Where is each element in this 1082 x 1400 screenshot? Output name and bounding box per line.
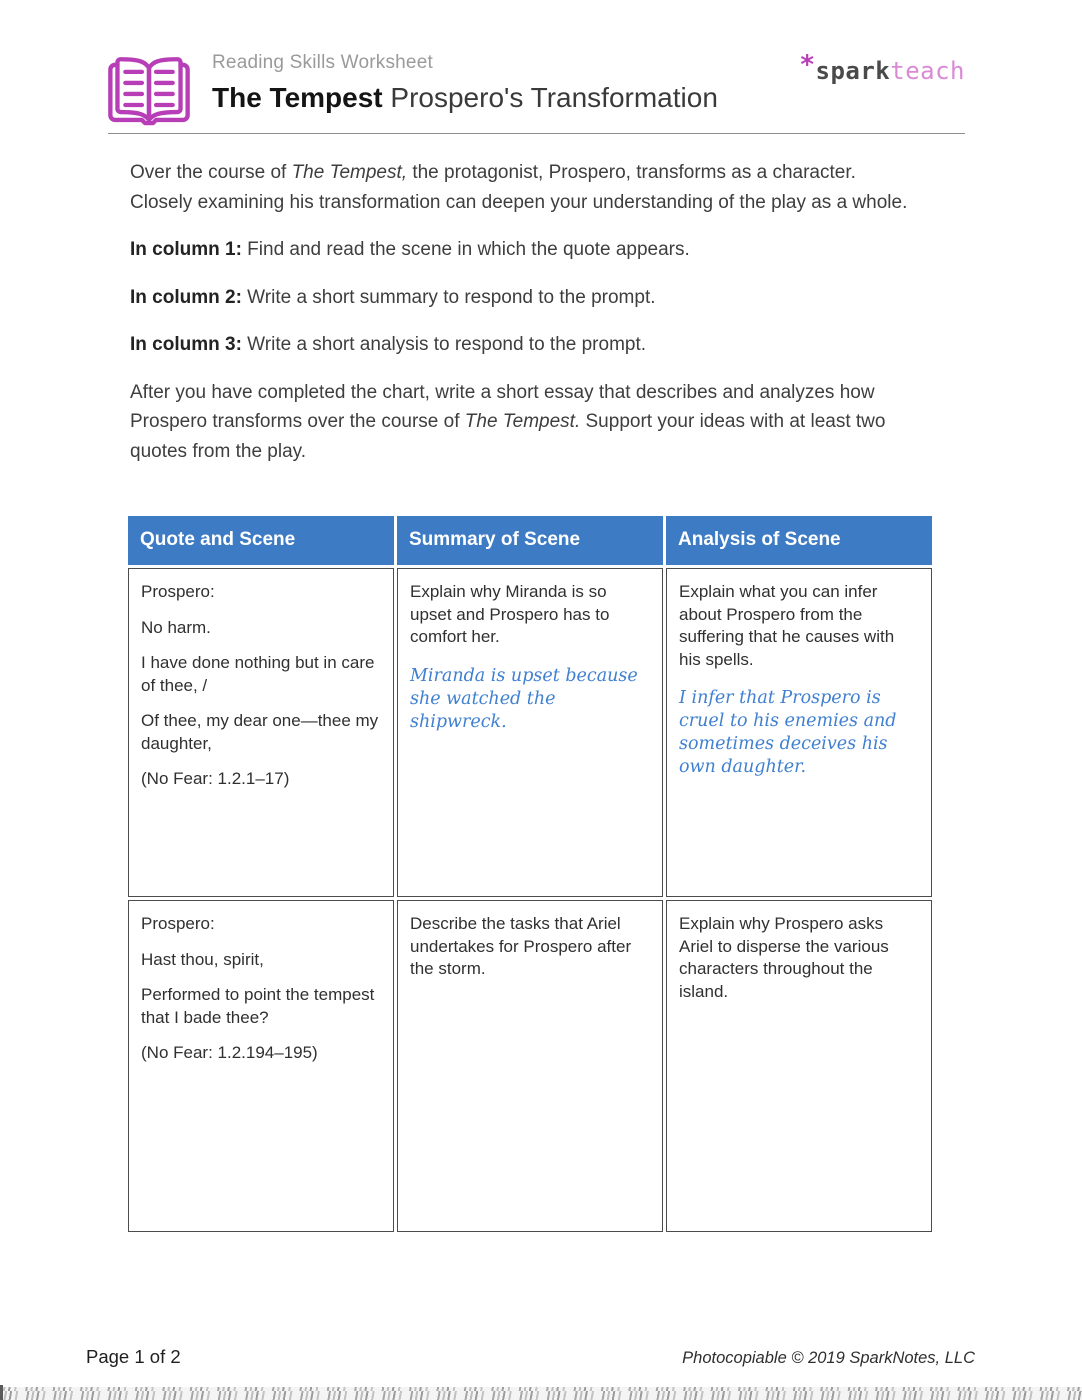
quote-citation: (No Fear: 1.2.1–17): [141, 769, 290, 788]
column-header-quote-and-scene: Quote and Scene: [128, 516, 394, 565]
page-footer: [0, 1346, 1082, 1368]
quote-cell-row-1: [128, 568, 394, 897]
page-title-subtitle: Prospero's Transformation: [382, 82, 718, 113]
analysis-prompt: Explain what you can infer about Prospero from the suffering that he causes with his spells.: [679, 582, 895, 669]
quote-cell-row-2: [128, 900, 394, 1232]
quote-line: No harm.: [141, 617, 211, 637]
sparkteach-logo: *sparkteach: [799, 50, 965, 85]
column-header-summary-of-scene: Summary of Scene: [397, 516, 663, 565]
analysis-cell-row-1: [666, 568, 932, 897]
summary-handwritten-answer: Miranda is upset because she watched the shipwreck.: [410, 665, 638, 732]
response-chart: [128, 516, 932, 1232]
open-book-icon: [108, 46, 190, 134]
quote-line: I have done nothing but in care of thee, /: [141, 653, 375, 695]
summary-cell-row-2: [397, 900, 663, 1232]
summary-cell-row-1: [397, 568, 663, 897]
copyright-notice: Photocopiable © 2019 SparkNotes, LLC: [682, 1349, 975, 1367]
header-titles: [212, 46, 799, 114]
quote-line: Hast thou, spirit,: [141, 949, 264, 969]
essay-instruction-paragraph: After you have completed the chart, write a short essay that describes and analyzes how Prospero transforms over the course of The Tempest. Support your ideas with at least two quotes from the play.: [130, 381, 886, 462]
intro-paragraph: Over the course of The Tempest, the protagonist, Prospero, transforms as a character. Closely examining his transformation can deepen your understanding of the play as a whole.: [130, 162, 908, 213]
header-divider: [108, 133, 965, 134]
summary-prompt: Describe the tasks that Ariel undertakes for Prospero after the storm.: [410, 914, 632, 978]
page-number: Page 1 of 2: [86, 1346, 181, 1367]
quote-line: Prospero:: [141, 582, 215, 601]
analysis-handwritten-answer: I infer that Prospero is cruel to his enemies and sometimes deceives his own daughter.: [679, 688, 897, 777]
quote-citation: (No Fear: 1.2.194–195): [141, 1043, 318, 1062]
quote-line: Of thee, my dear one—thee my daughter,: [141, 711, 379, 753]
worksheet-type-label: Reading Skills Worksheet: [212, 52, 433, 73]
page-title: [212, 82, 799, 114]
intro-copy: [130, 158, 920, 484]
instruction-column-1: In column 1: Find and read the scene in which the quote appears.: [130, 239, 690, 260]
logo-asterisk-icon: *: [799, 50, 816, 80]
column-header-analysis-of-scene: Analysis of Scene: [666, 516, 932, 565]
instruction-column-3: In column 3: Write a short analysis to respond to the prompt.: [130, 334, 647, 355]
analysis-cell-row-2: [666, 900, 932, 1232]
instruction-column-2: In column 2: Write a short summary to respond to the prompt.: [130, 286, 656, 308]
page-edge-mark: [0, 1385, 3, 1400]
summary-prompt: Explain why Miranda is so upset and Prospero has to comfort her.: [410, 582, 610, 646]
next-page-cutoff-strip: [0, 1387, 1082, 1400]
page-title-book: The Tempest: [212, 82, 383, 113]
quote-line: Performed to point the tempest that I bade thee?: [141, 985, 375, 1027]
page-header: [108, 46, 965, 134]
analysis-prompt: Explain why Prospero asks Ariel to disperse the various characters throughout the island.: [679, 914, 889, 1001]
quote-line: Prospero:: [141, 914, 215, 933]
